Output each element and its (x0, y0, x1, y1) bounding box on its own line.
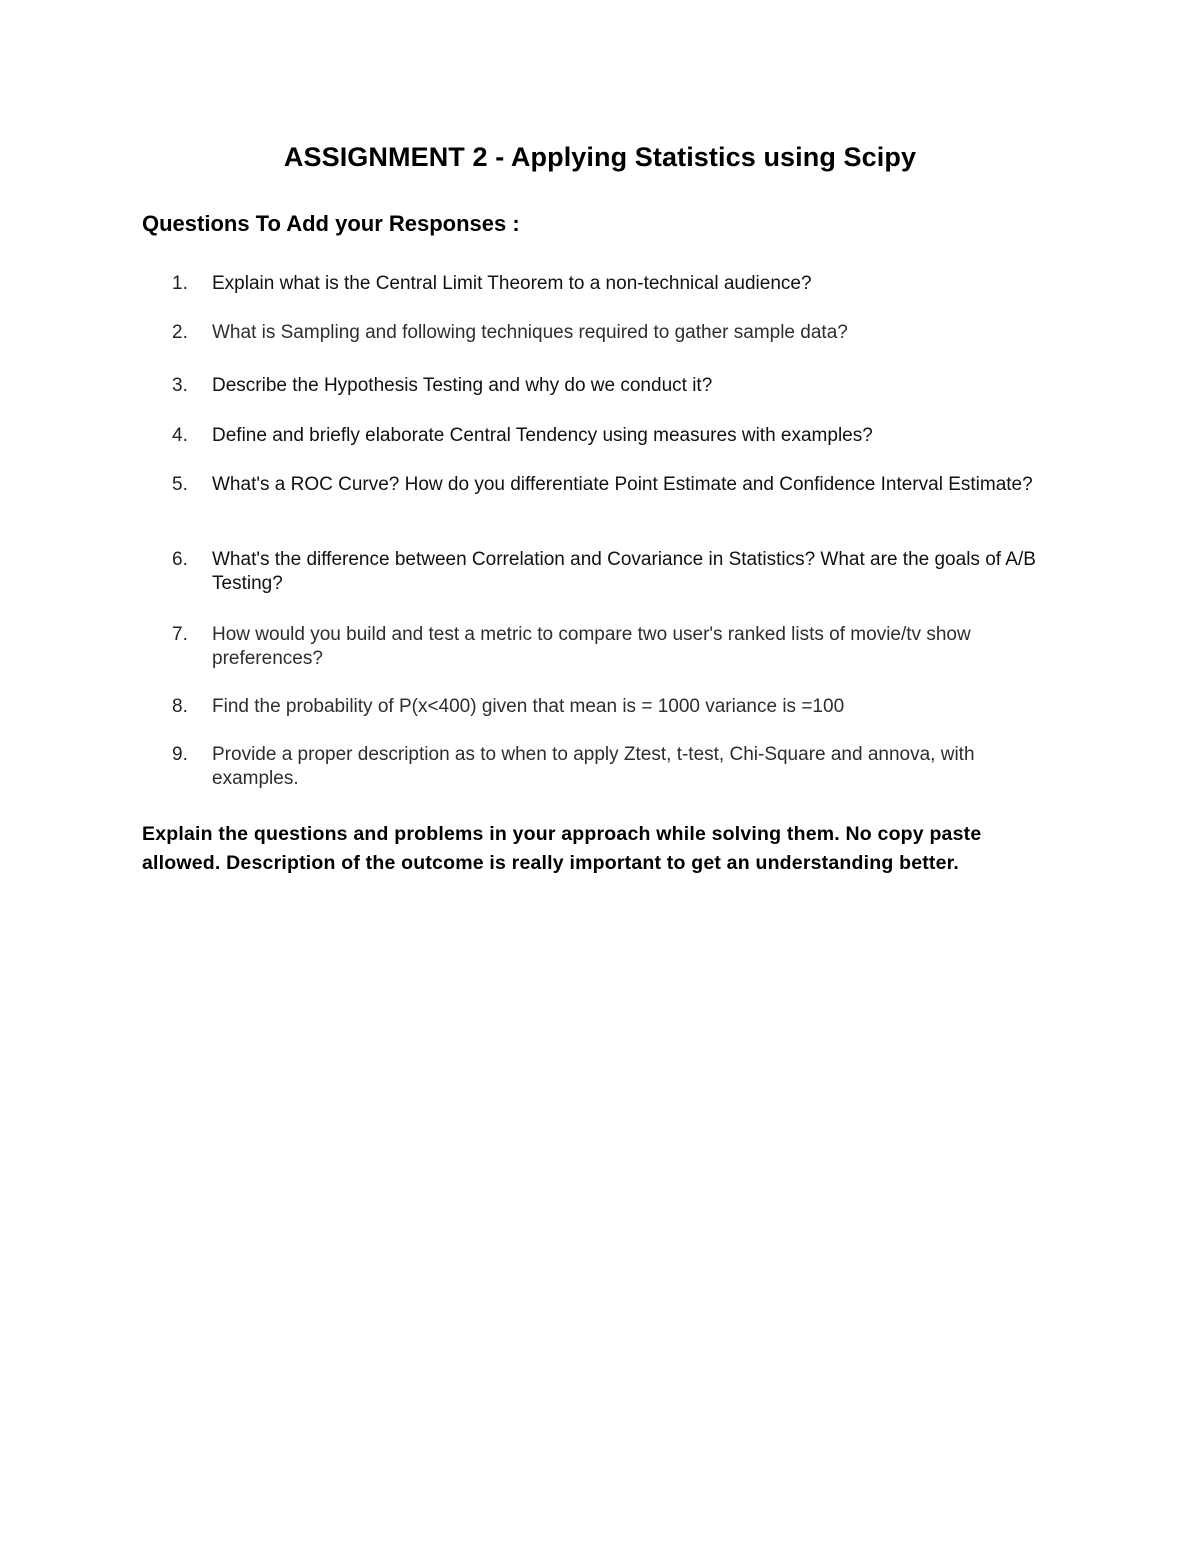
question-number: 7. (172, 624, 188, 645)
question-text: How would you build and test a metric to compare two user's ranked lists of movie/tv show preferences? (212, 624, 971, 669)
question-text: Explain what is the Central Limit Theorem to a non-technical audience? (212, 273, 812, 294)
list-item (172, 548, 1052, 596)
list-item (172, 374, 1052, 398)
question-number: 5. (172, 474, 188, 495)
question-text: Provide a proper description as to when to apply Ztest, t-test, Chi-Square and annova, with examples. (212, 744, 975, 789)
closing-note: Explain the questions and problems in your approach while solving them. No copy paste allowed. Description of the outcome is really important to get an understanding better. (142, 823, 982, 874)
list-item (172, 321, 1052, 345)
list-item (172, 272, 1052, 296)
question-number: 3. (172, 375, 188, 396)
question-number: 9. (172, 744, 188, 765)
list-item (172, 424, 1052, 448)
question-number: 2. (172, 322, 188, 343)
question-number: 6. (172, 549, 188, 570)
list-item (172, 695, 1052, 719)
page-title: ASSIGNMENT 2 - Applying Statistics using Scipy (283, 142, 917, 172)
list-item (172, 623, 1052, 671)
question-text: What is Sampling and following techniques required to gather sample data? (212, 322, 848, 343)
question-text: What's a ROC Curve? How do you differentiate Point Estimate and Confidence Interval Estimate? (212, 474, 1033, 495)
list-item (172, 743, 1052, 791)
question-text: Describe the Hypothesis Testing and why do we conduct it? (212, 375, 713, 396)
question-text: Find the probability of P(x<400) given that mean is = 1000 variance is =100 (212, 696, 845, 717)
list-item (172, 473, 1052, 497)
section-heading: Questions To Add your Responses : (142, 211, 520, 236)
question-text: Define and briefly elaborate Central Tendency using measures with examples? (212, 425, 873, 446)
question-number: 1. (172, 273, 188, 294)
question-number: 4. (172, 425, 188, 446)
question-text: What's the difference between Correlation and Covariance in Statistics? What are the goals of A/B Testing? (212, 549, 1036, 594)
question-number: 8. (172, 696, 188, 717)
